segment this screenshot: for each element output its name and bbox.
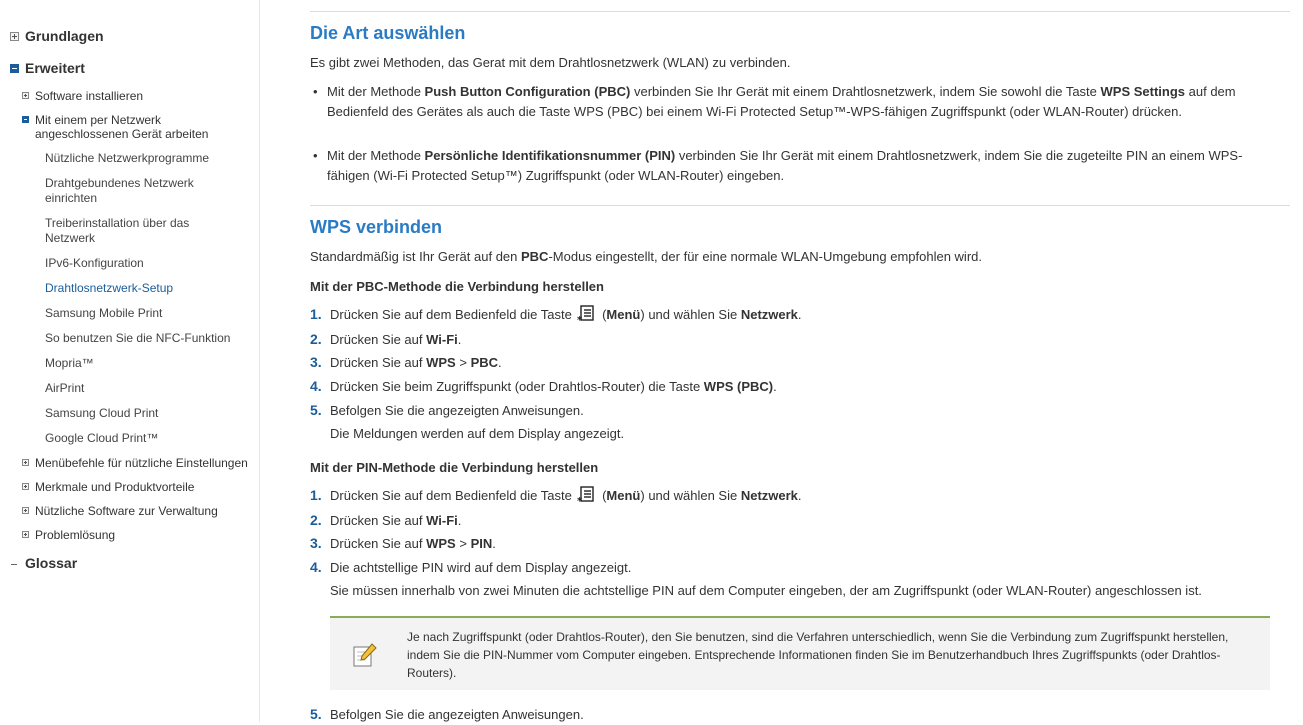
toc-item[interactable]: IPv6-Konfiguration — [45, 256, 144, 270]
intro-text: Standardmäßig ist Ihr Gerät auf den PBC-Modus eingestellt, der für eine normale WLAN-Umgebung empfohlen wird. — [310, 249, 982, 264]
toc-label: Software installieren — [35, 89, 144, 103]
toc-label: Grundlagen — [25, 28, 104, 44]
section-divider — [310, 11, 1290, 12]
toc-item[interactable]: Nützliche Netzwerkprogramme — [45, 151, 210, 165]
step-subtext: Sie müssen innerhalb von zwei Minuten die achtstellige PIN auf dem Computer eingeben, der am Zugriffspunkt (oder WLAN-Router) angeschlossen ist. — [330, 583, 1202, 598]
step-item: 4. Die achtstellige PIN wird auf dem Display angezeigt. — [310, 559, 632, 575]
toc-item[interactable]: Samsung Mobile Print — [45, 306, 163, 320]
step-subtext: Die Meldungen werden auf dem Display angezeigt. — [330, 426, 625, 441]
svg-text:*: * — [577, 315, 583, 323]
bullet-pin: • Mit der Methode Persönliche Identifikationsnummer (PIN) verbinden Sie Ihr Gerät mit einem Drahtlosnetzwerk, indem Sie die zugeteilte PIN an einem WPS-fähigen (Wi-Fi Protected Setup™) Zugriffspunkt (oder WLAN-Router) eingeben. — [310, 146, 1280, 186]
toc-label: Erweitert — [25, 60, 85, 76]
step-item: 5. Befolgen Sie die angezeigten Anweisungen. — [310, 706, 584, 722]
step-item: 1. Drücken Sie auf dem Bedienfeld die Taste * (Menü) und wählen Sie Netzwerk. — [310, 304, 1280, 325]
leaf-dash-icon — [10, 559, 19, 568]
toc-item-active[interactable]: Drahtlosnetzwerk-Setup — [45, 281, 174, 295]
toc-nuetzliche-software[interactable] — [22, 504, 218, 518]
expand-plus-icon[interactable] — [22, 531, 29, 538]
toc-label: Problemlösung — [35, 528, 116, 542]
intro-text: Es gibt zwei Methoden, das Gerat mit dem Drahtlosnetzwerk (WLAN) zu verbinden. — [310, 55, 791, 70]
section-title-wps-verbinden: WPS verbinden — [310, 217, 443, 237]
step-item: 2. Drücken Sie auf Wi-Fi. — [310, 512, 462, 528]
toc-label: Mit einem per Netzwerk angeschlossenen Gerät arbeiten — [35, 113, 209, 141]
expand-plus-icon[interactable] — [22, 507, 29, 514]
toc-grundlagen[interactable] — [10, 28, 104, 44]
step-item: 2. Drücken Sie auf Wi-Fi. — [310, 331, 462, 347]
toc-merkmale[interactable] — [22, 480, 194, 494]
subheading-pin: Mit der PIN-Methode die Verbindung herstellen — [310, 460, 599, 475]
menu-key-icon — [577, 305, 595, 323]
toc-label: Merkmale und Produktvorteile — [35, 480, 195, 494]
collapse-minus-icon[interactable] — [10, 64, 19, 73]
toc-item[interactable]: Drahtgebundenes Netzwerk einrichten — [45, 176, 194, 205]
toc-netzwerk-geraet[interactable] — [22, 113, 208, 141]
toc-item[interactable]: Samsung Cloud Print — [45, 406, 159, 420]
step-item: 3. Drücken Sie auf WPS > PBC. — [310, 354, 502, 370]
toc-label: Menübefehle für nützliche Einstellungen — [35, 456, 248, 470]
expand-plus-icon[interactable] — [22, 459, 29, 466]
step-item: 5. Befolgen Sie die angezeigten Anweisungen. — [310, 402, 584, 418]
note-box — [330, 616, 1270, 690]
toc-glossar[interactable] — [10, 555, 77, 571]
toc-software-installieren[interactable] — [22, 89, 143, 103]
subheading-pbc: Mit der PBC-Methode die Verbindung herstellen — [310, 279, 604, 294]
note-pencil-icon — [352, 642, 378, 668]
svg-text:*: * — [577, 496, 583, 504]
expand-plus-icon[interactable] — [10, 32, 19, 41]
step-item: 3. Drücken Sie auf WPS > PIN. — [310, 535, 496, 551]
note-text: Je nach Zugriffspunkt (oder Drahtlos-Router), den Sie benutzen, sind die Verfahren unterschiedlich, wenn Sie die Verbindung zum Zugriffspunkt herstellen, indem Sie die PIN-Nummer vom Computer eingeben. Entsprechende Informationen finden Sie im Benutzerhandbuch Ihres Zugriffspunkts (oder Drahtlos-Routers). — [407, 630, 1229, 680]
toc-label: Nützliche Software zur Verwaltung — [35, 504, 218, 518]
bullet-pbc: • Mit der Methode Push Button Configuration (PBC) verbinden Sie Ihr Gerät mit einem Drahtlosnetzwerk, indem Sie sowohl die Taste WPS Settings auf dem Bedienfeld des Gerätes als auch die Taste WPS (PBC) bei einem Wi-Fi Protected Setup™-WPS-fähigen Zugriffspunkt (oder WLAN-Router) drücken. — [310, 82, 1280, 122]
step-item: 1. Drücken Sie auf dem Bedienfeld die Taste * (Menü) und wählen Sie Netzwerk. — [310, 485, 1280, 506]
toc-item[interactable]: Mopria™ — [45, 356, 94, 370]
toc-erweitert[interactable] — [10, 60, 85, 76]
toc-item[interactable]: AirPrint — [45, 381, 85, 395]
toc-label: Glossar — [25, 555, 78, 571]
section-title-art-auswaehlen: Die Art auswählen — [310, 23, 466, 43]
toc-problemloesung[interactable] — [22, 528, 115, 542]
toc-item[interactable]: Google Cloud Print™ — [45, 431, 159, 445]
step-item: 4. Drücken Sie beim Zugriffspunkt (oder Drahtlos-Router) die Taste WPS (PBC). — [310, 378, 777, 394]
toc-menuebefehle[interactable] — [22, 456, 248, 470]
expand-plus-icon[interactable] — [22, 92, 29, 99]
sidebar-toc — [0, 0, 260, 722]
expand-plus-icon[interactable] — [22, 483, 29, 490]
toc-item[interactable]: Treiberinstallation über das Netzwerk — [45, 216, 190, 245]
toc-item[interactable]: So benutzen Sie die NFC-Funktion — [45, 331, 231, 345]
collapse-minus-icon[interactable] — [22, 116, 29, 123]
menu-key-icon — [577, 486, 595, 504]
section-divider — [310, 205, 1290, 206]
